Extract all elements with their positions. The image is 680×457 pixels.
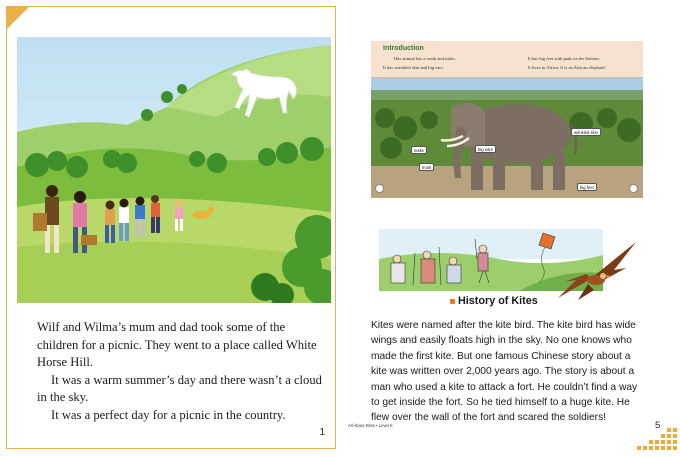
book-footer: All About Kites • Level K: [348, 423, 393, 428]
story-page: [6, 6, 336, 449]
previous-photo-button[interactable]: [375, 184, 384, 193]
title-bullet-icon: [450, 299, 455, 304]
next-photo-button[interactable]: [629, 184, 638, 193]
intro-line: It has big feet with pads on the bottom.: [528, 56, 600, 61]
decorative-dots-icon: [637, 427, 679, 451]
label-big-ears: big ears: [475, 145, 496, 153]
page-number: 1: [319, 427, 325, 438]
intro-line: This animal has a trunk and tusks.: [393, 56, 456, 61]
story-paragraph: Wilf and Wilma’s mum and dad took some of the children for a picnic. They went to a place called White Horse Hill.: [37, 320, 317, 370]
corner-fold-icon: [6, 6, 30, 30]
page-number: 5: [655, 420, 661, 431]
story-paragraph: It was a warm summer’s day and there wasn’t a cloud in the sky.: [37, 372, 322, 405]
white-horse-hill-illustration: [17, 37, 331, 303]
introduction-card: [371, 41, 643, 198]
intro-line: It lives in Africa. It is an African elephant!: [528, 65, 606, 70]
story-text: [37, 319, 329, 425]
label-big-feet: big feet: [577, 183, 597, 191]
history-body: Kites were named after the kite bird. The kite bird has wide wings and easily floats high in the sky. No one knows who made the first kite. But one famous Chinese story about a kite was written over 2,000 years ago. The story is about a man who used a kite to attack a fort. He couldn’t find a way to get inside the fort. So he tied himself to a huge kite. He flew over the wall of the fort and scared the soldiers!: [371, 320, 638, 424]
label-wrinkled-skin: wrinkled skin: [571, 128, 601, 136]
elephant-photo: [371, 78, 643, 198]
kite-bird-icon: [556, 240, 638, 310]
introduction-header: [371, 41, 643, 78]
introduction-title: Introduction: [383, 45, 424, 52]
story-paragraph: It was a perfect day for a picnic in the country.: [51, 407, 286, 422]
history-title: History of Kites: [458, 295, 538, 307]
label-tusks: tusks: [411, 146, 427, 154]
label-trunk: trunk: [419, 163, 434, 171]
intro-line: It has wrinkled skin and big ears.: [383, 65, 444, 70]
